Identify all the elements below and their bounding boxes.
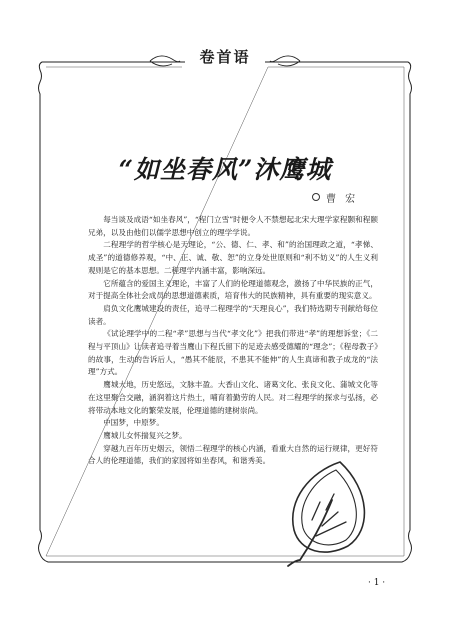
author-name: 曹 宏 — [326, 194, 359, 205]
body-paragraph: 鹰城儿女怀揣复兴之梦。 — [103, 430, 187, 440]
bullet-circle-icon — [312, 193, 320, 201]
header-ornament-left — [150, 56, 180, 66]
body-paragraph: 它所蕴含的爱国主义理论，丰富了人们的伦理道德观念，激扬了中华民族的正气，对于提高全体社会成员的思想道德素质，培育伟大的民族精神，具有重要的现实意义。 — [88, 278, 378, 301]
body-paragraph: 每当谈及成语“如坐春风”，“程门立雪”时便令人不禁想起北宋大理学家程颢和程颐兄弟，以及由他们以儒学思想中创立的理学学说。 — [88, 215, 378, 237]
body-paragraph: 穿越九百年历史烟云，领悟二程理学的核心内涵，看重大自然的运行规律，更好符合人的伦理道德，我们的家园将如坐春风，和谐秀美。 — [88, 443, 378, 466]
section-header-title: 卷首语 — [185, 48, 265, 66]
article-body — [88, 214, 378, 468]
author-byline — [312, 190, 358, 205]
body-paragraph: 二程理学的哲学核心是天理论，“公、德、仁、孝、和”的治国理政之道，“孝悌、成圣”的道德修养观，“中、正、诚、敬、恕”的立身处世原则和“利不妨义”的人生义利观则是它的基本思想。二程理学内涵丰富，影响深远。 — [88, 240, 378, 275]
body-paragraph: 肩负文化鹰城建设的责任，追寻二程理学的“天理良心”，我们特选期专刊献给每位读者。 — [88, 303, 378, 326]
leaf-illustration — [288, 462, 364, 566]
header-ornament-right — [270, 56, 300, 66]
body-paragraph: 中国梦，中原梦。 — [103, 418, 164, 428]
body-paragraph: 《试论理学中的二程“孝”思想与当代“孝文化”》把我们带进“孝”的理想诉堂；《二程与平顶山》让读者追寻着当鹰山下程氏留下的足迹去感受德耀的“理念”；《程母教子》的故事，生动的告诉后人，“愚其不能辰，不患其不能伸”的人生真谛和教子成龙的“法理”方式。 — [88, 329, 378, 377]
article-title: “如坐春风”沐鹰城 — [118, 155, 332, 184]
body-paragraph: 鹰城大地，历史悠远，文脉丰盈。大香山文化、诸葛文化、张良文化、蒲城文化等在这里聚合交融，涵润着这片热土，哺育着勤劳的人民。对二程理学的探求与弘扬，必将带动本地文化的繁荣发展，伦理道德的建树崇尚。 — [88, 380, 378, 415]
page-number: · 1 · — [368, 578, 386, 588]
